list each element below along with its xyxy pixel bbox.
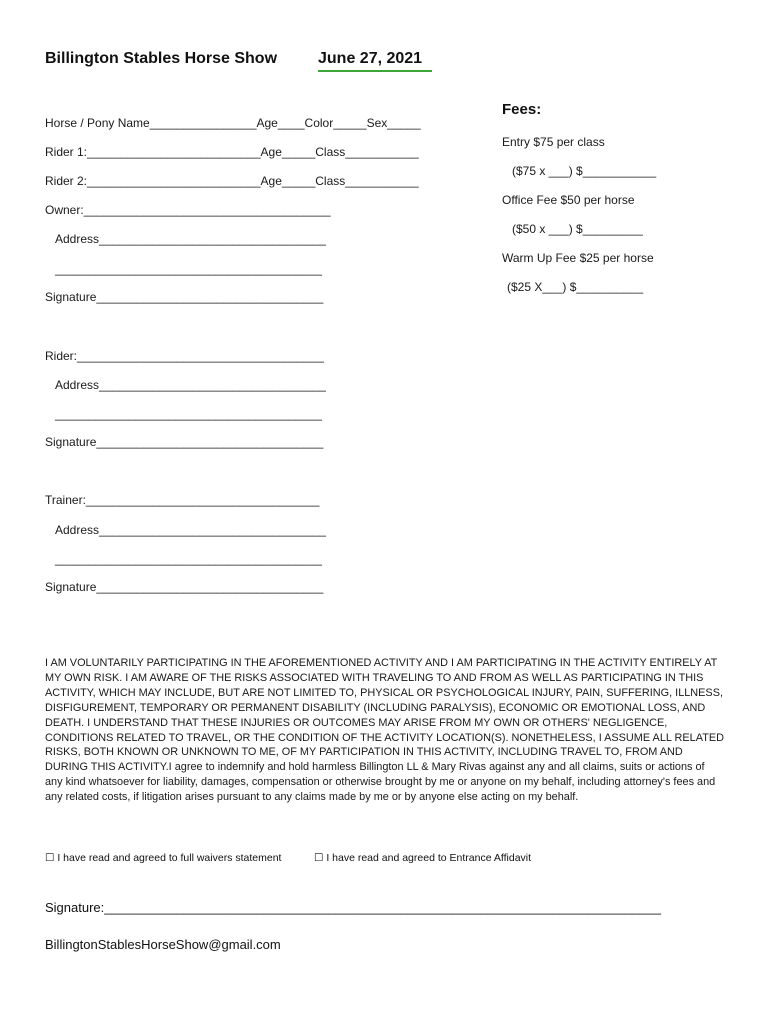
owner-address-field[interactable]: Address__________________________________ <box>55 232 326 246</box>
warmup-fee-label: Warm Up Fee $25 per horse <box>502 251 654 265</box>
rider-address-field[interactable]: Address__________________________________ <box>55 378 326 392</box>
show-date: June 27, 2021 <box>318 50 423 67</box>
date-underline <box>318 70 432 72</box>
warmup-fee-calc[interactable]: ($25 X___) $__________ <box>507 280 644 294</box>
owner-signature-field[interactable]: Signature__________________________________ <box>45 290 324 304</box>
owner-address-line-2[interactable]: ________________________________________ <box>55 262 322 276</box>
fees-heading: Fees: <box>502 101 542 118</box>
contact-email: BillingtonStablesHorseShow@gmail.com <box>45 937 281 952</box>
office-fee-calc[interactable]: ($50 x ___) $_________ <box>512 222 643 236</box>
owner-field[interactable]: Owner:_____________________________________ <box>45 203 331 217</box>
rider-1-field[interactable]: Rider 1:__________________________Age_____Class___________ <box>45 145 419 159</box>
trainer-address-field[interactable]: Address__________________________________ <box>55 523 326 537</box>
trainer-address-line-2[interactable]: ________________________________________ <box>55 552 322 566</box>
rider-2-field[interactable]: Rider 2:__________________________Age_____Class___________ <box>45 174 419 188</box>
final-signature-field[interactable]: Signature:_____________________________________________________________________________ <box>45 900 661 915</box>
waiver-checkbox[interactable]: ☐ I have read and agreed to full waivers statement <box>45 852 282 864</box>
entry-fee-calc[interactable]: ($75 x ___) $___________ <box>512 164 657 178</box>
affidavit-checkbox[interactable]: ☐ I have read and agreed to Entrance Affidavit <box>314 852 532 864</box>
waiver-statement: I AM VOLUNTARILY PARTICIPATING IN THE AFOREMENTIONED ACTIVITY AND I AM PARTICIPATING IN THE ACTIVITY ENTIRELY AT MY OWN RISK. I AM AWARE OF THE RISKS ASSOCIATED WITH TRAVELING TO AND FROM AS WELL AS PARTICIPATING IN THIS ACTIVITY, WHICH MAY INCLUDE, BUT ARE NOT LIMITED TO, PHYSICAL OR PSYCHOLOGICAL INJURY, PAIN, SUFFERING, ILLNESS, DISFIGUREMENT, TEMPORARY OR PERMANENT DISABILITY (INCLUDING PARALYSIS), ECONOMIC OR EMOTIONAL LOSS, AND DEATH. I UNDERSTAND THAT THESE INJURIES OR OUTCOMES MAY ARISE FROM MY OWN OR OTHERS' NEGLIGENCE, CONDITIONS RELATED TO TRAVEL, OR THE CONDITION OF THE ACTIVITY LOCATION(S). NONETHELESS, I ASSUME ALL RELATED RISKS, BOTH KNOWN OR UNKNOWN TO ME, OF MY PARTICIPATION IN THIS ACTIVITY, INCLUDING TRAVEL TO, FROM AND DURING THIS ACTIVITY.I agree to indemnify and hold harmless Billington LL & Mary Rivas against any and all claims, suits or actions of any kind whatsoever for liability, damages, compensation or otherwise brought by me or anyone on my behalf, including attorney's fees and any related costs, if litigation arises pursuant to any claims made by me or by anyone else acting on my behalf. <box>45 657 724 804</box>
show-title: Billington Stables Horse Show <box>45 50 278 67</box>
rider-address-line-2[interactable]: ________________________________________ <box>55 407 322 421</box>
rider-signature-field[interactable]: Signature__________________________________ <box>45 435 324 449</box>
trainer-field[interactable]: Trainer:___________________________________ <box>45 493 320 507</box>
horse-pony-field[interactable]: Horse / Pony Name________________Age____Color_____Sex_____ <box>45 116 421 130</box>
rider-field[interactable]: Rider:_____________________________________ <box>45 349 324 363</box>
entry-fee-label: Entry $75 per class <box>502 135 605 149</box>
office-fee-label: Office Fee $50 per horse <box>502 193 635 207</box>
trainer-signature-field[interactable]: Signature__________________________________ <box>45 580 324 594</box>
